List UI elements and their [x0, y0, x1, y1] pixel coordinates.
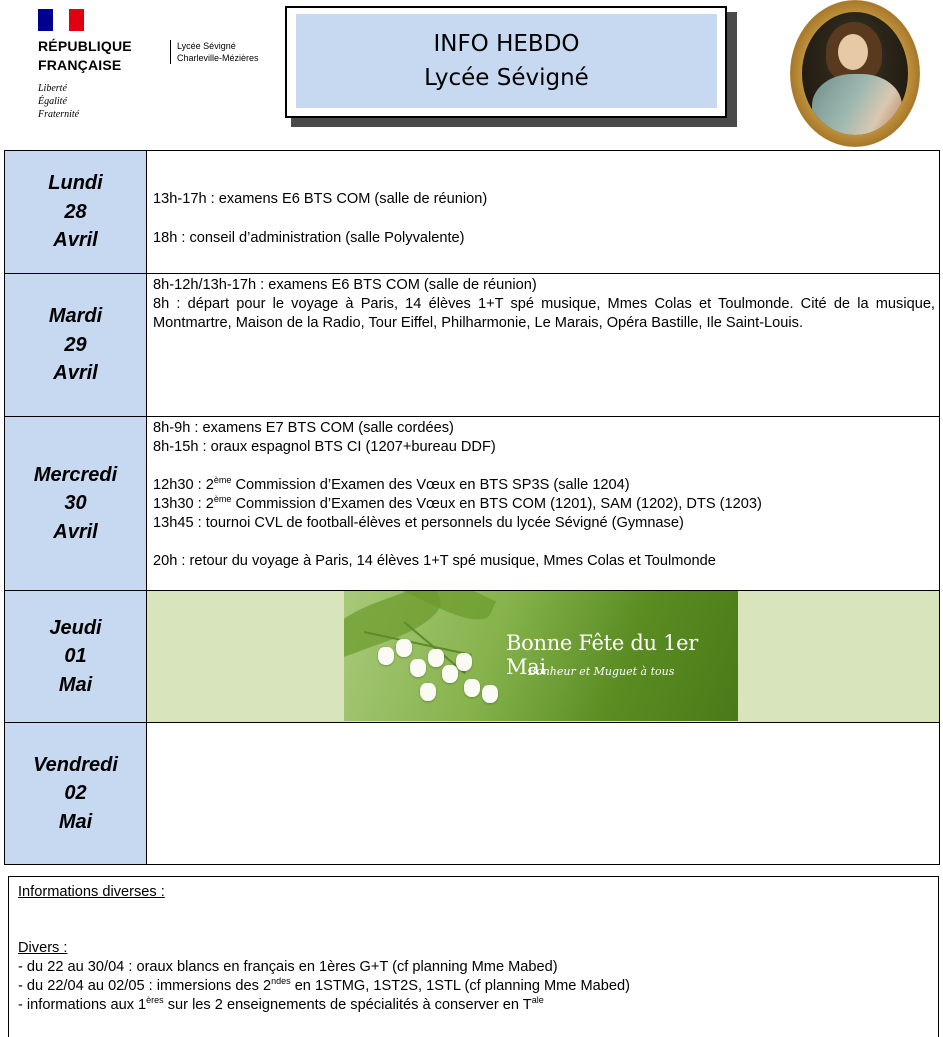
- event-item: 13h45 : tournoi CVL de football-élèves et personnels du lycée Sévigné (Gymnase): [153, 515, 684, 531]
- banner-subtitle: Bonheur et Muguet à tous: [528, 665, 675, 678]
- banner-title: Bonne Fête du 1er Mai: [506, 631, 698, 679]
- day-cell: Mercredi 30 Avril: [5, 417, 147, 591]
- events-cell: [147, 723, 940, 865]
- event-item: 13h30 : 2ème Commission d’Examen des Vœux en BTS COM (1201), SAM (1202), DTS (1203): [153, 494, 762, 512]
- day-cell: Lundi 28 Avril: [5, 151, 147, 274]
- title-line-2: Lycée Sévigné: [424, 65, 589, 91]
- schedule-row-vendredi: [5, 723, 940, 865]
- info-line: - informations aux 1ères sur les 2 enseignements de spécialités à conserver en $T^{ale}$: [18, 995, 544, 1013]
- event-item: 8h-15h : oraux espagnol BTS CI (1207+bureau DDF): [153, 439, 496, 455]
- schedule-row-mercredi: [5, 417, 940, 591]
- info-line: - du 22/04 au 02/05 : immersions des $2^{ndes}$ en 1STMG, 1ST2S, 1STL (cf planning Mme Mabed): [18, 976, 630, 994]
- event-item: 8h : départ pour le voyage à Paris, 14 élèves 1+T spé musique, Mmes Colas et Toulmonde. Cité de la musique, Montmartre, Maison de la Radio, Tour Eiffel, Philharmonie, Le Marais, Opéra Bastille, Ile Saint-Louis.: [153, 296, 935, 331]
- events-cell: [147, 417, 940, 591]
- schedule-row-lundi: [5, 151, 940, 274]
- event-item: 8h-12h/13h-17h : examens E6 BTS COM (salle de réunion): [153, 277, 537, 293]
- muguet-banner-image: [344, 591, 738, 721]
- event-item: 20h : retour du voyage à Paris, 14 élèves 1+T spé musique, Mmes Colas et Toulmonde: [153, 553, 716, 569]
- republic-name: RÉPUBLIQUE FRANÇAISE: [38, 38, 132, 73]
- info-heading: Informations diverses :: [18, 884, 165, 900]
- french-flag-icon: [38, 9, 84, 31]
- day-cell: Vendredi 02 Mai: [5, 723, 147, 865]
- republique-francaise-logo: [38, 9, 138, 121]
- weekly-schedule-table: [4, 150, 940, 865]
- events-cell: [147, 151, 940, 274]
- portrait-medallion-image: [790, 0, 920, 147]
- schedule-row-mardi: [5, 274, 940, 417]
- schedule-row-jeudi: [5, 591, 940, 723]
- divers-heading: Divers :: [18, 940, 68, 956]
- event-item: 13h-17h : examens E6 BTS COM (salle de réunion): [153, 191, 488, 207]
- title-line-1: INFO HEBDO: [433, 31, 580, 57]
- day-cell: Mardi 29 Avril: [5, 274, 147, 417]
- republic-motto: Liberté Égalité Fraternité: [38, 83, 80, 120]
- title-box: [285, 6, 727, 118]
- event-item: 12h30 : 2ème Commission d’Examen des Vœux en BTS SP3S (salle 1204): [153, 475, 630, 493]
- event-item: 18h : conseil d’administration (salle Polyvalente): [153, 230, 465, 246]
- title-inner: [296, 14, 717, 108]
- school-tag: Lycée Sévigné Charleville-Mézières: [170, 40, 259, 64]
- day-cell: Jeudi 01 Mai: [5, 591, 147, 723]
- info-line: - du 22 au 30/04 : oraux blancs en français en 1ères G+T (cf planning Mme Mabed): [18, 959, 558, 975]
- info-box: [8, 876, 939, 1037]
- holiday-banner-cell: [147, 591, 940, 723]
- event-item: 8h-9h : examens E7 BTS COM (salle cordées): [153, 420, 454, 436]
- events-cell: [147, 274, 940, 417]
